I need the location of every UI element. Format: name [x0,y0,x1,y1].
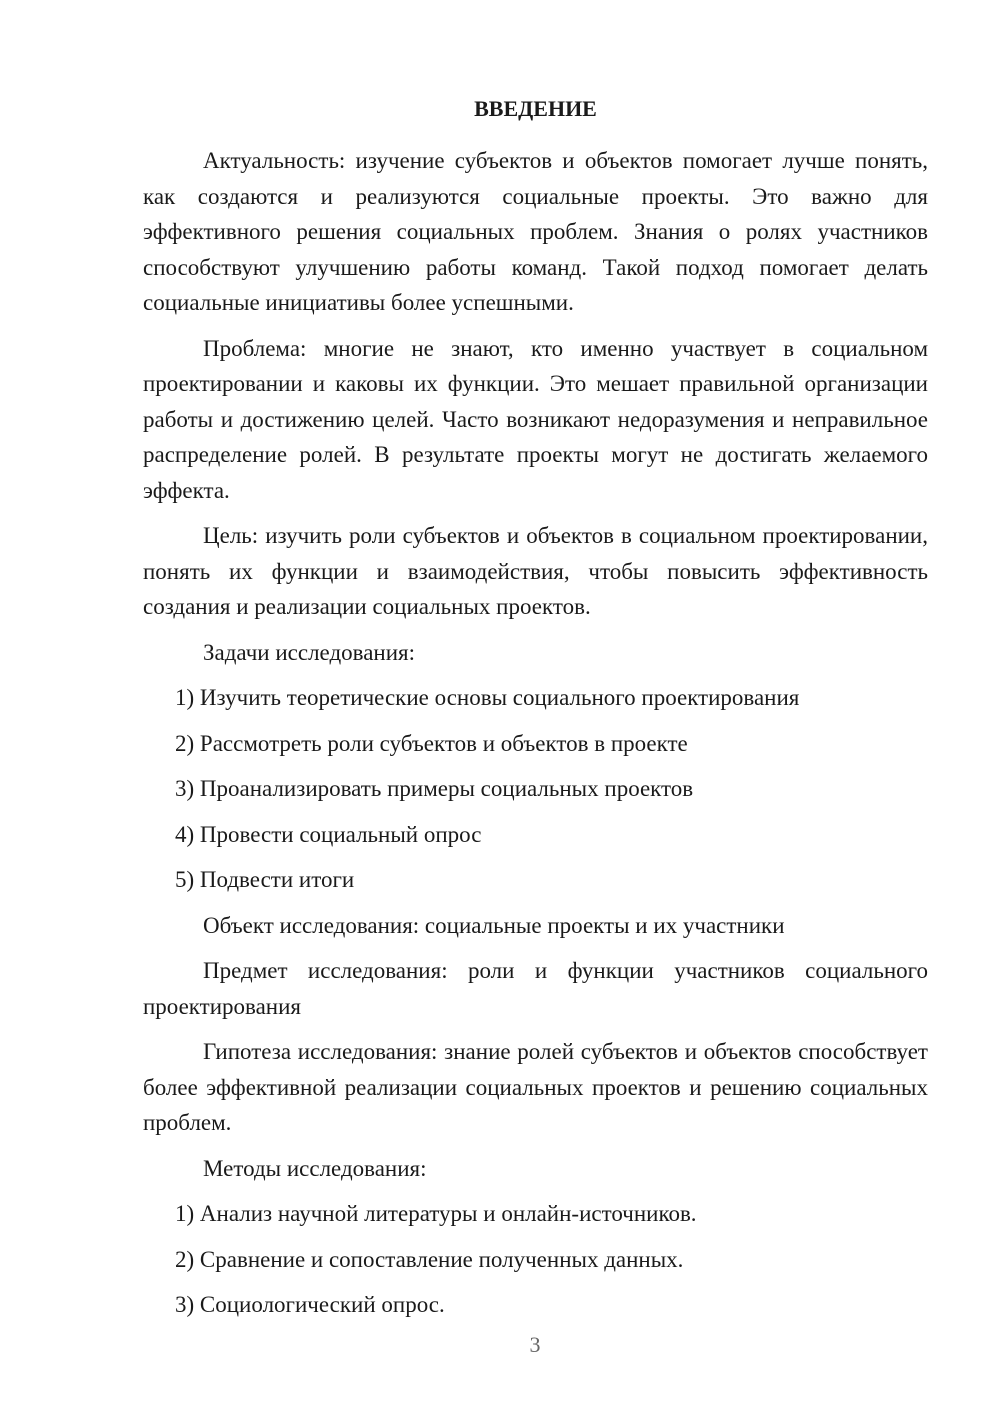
list-item: 1) Изучить теоретические основы социального проектирования [175,685,800,710]
list-item: 2) Рассмотреть роли субъектов и объектов в проекте [175,730,688,756]
list-item: 3) Социологический опрос. [175,1292,445,1317]
list-item: 4) Провести социальный опрос [175,821,482,847]
methods-heading: Методы исследования: [203,1155,427,1181]
list-item: 1) Анализ научной литературы и онлайн-источников. [175,1201,697,1226]
problem-paragraph: Проблема: многие не знают, кто именно участвует в социальном проектировании и каковы их функции. Это мешает правильной организации работы и достижению целей. Часто возникают недоразумения и неправильное распределение ролей. В результате проекты могут не достигать желаемого эффекта. [143,335,928,503]
tasks-list [143,680,928,898]
list-item: 2) Сравнение и сопоставление полученных данных. [175,1246,684,1272]
goal-paragraph: Цель: изучить роли субъектов и объектов в социальном проектировании, понять их функции и взаимодействия, чтобы повысить эффективность создания и реализации социальных проектов. [143,523,928,619]
hypothesis-paragraph: Гипотеза исследования: знание ролей субъектов и объектов способствует более эффективной реализации социальных проектов и решению социальных проблем. [143,1039,928,1135]
tasks-heading: Задачи исследования: [203,639,416,665]
subject-paragraph: Предмет исследования: роли и функции участников социального проектирования [143,958,928,1019]
list-item: 5) Подвести итоги [175,867,355,892]
page-number: 3 [529,1332,541,1357]
list-item: 3) Проанализировать примеры социальных проектов [175,776,694,801]
document-page [143,92,928,1333]
relevance-paragraph: Актуальность: изучение субъектов и объектов помогает лучше понять, как создаются и реализуются социальные проекты. Это важно для эффективного решения социальных проблем. Знания о ролях участников способствуют улучшению работы команд. Такой подход помогает делать социальные инициативы более успешными. [143,148,928,315]
methods-list [143,1196,928,1323]
page-title: ВВЕДЕНИЕ [474,96,597,121]
object-paragraph: Объект исследования: социальные проекты и их участники [203,912,785,938]
